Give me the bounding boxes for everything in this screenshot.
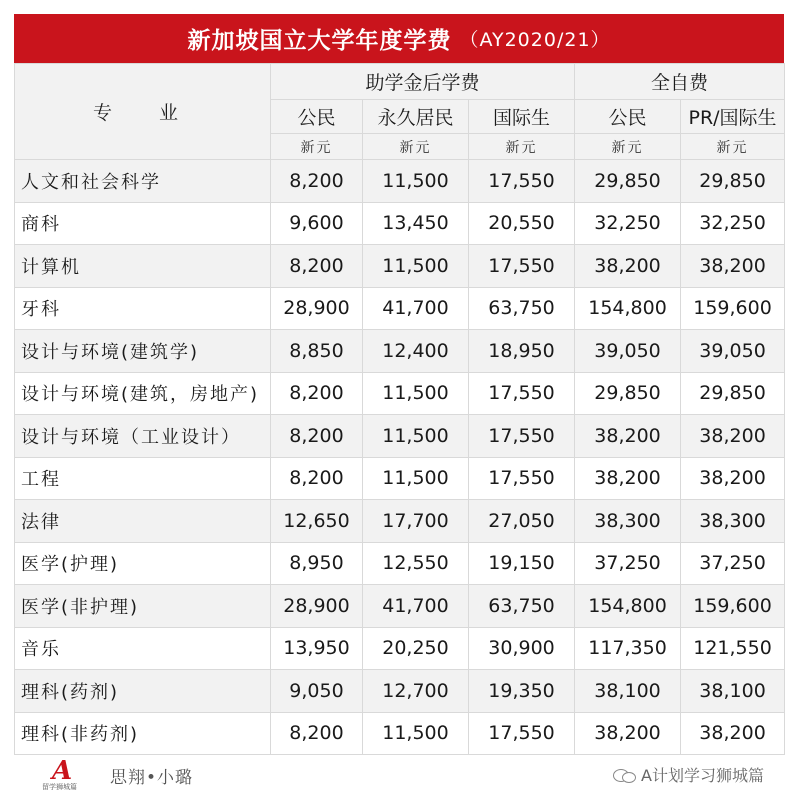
major-name-cell: 设计与环境（工业设计） [15, 415, 271, 458]
fee-cell-aid-citizen: 8,950 [271, 542, 363, 585]
table-row [15, 585, 785, 628]
logo-letter: A [52, 756, 73, 786]
fee-cell-full-citizen: 39,050 [575, 330, 681, 373]
table-row [15, 372, 785, 415]
table-row [15, 542, 785, 585]
fee-cell-full-citizen: 38,300 [575, 500, 681, 543]
fee-cell-full-pr-intl: 29,850 [681, 372, 785, 415]
full-citizen-header: 公民 [575, 100, 681, 134]
major-name-cell: 医学(非护理) [15, 585, 271, 628]
fee-cell-aid-intl: 19,350 [469, 670, 575, 713]
full-pr-intl-header: PR/国际生 [681, 100, 785, 134]
fee-table [14, 63, 785, 755]
fee-cell-aid-citizen: 28,900 [271, 585, 363, 628]
fee-cell-aid-intl: 17,550 [469, 372, 575, 415]
fee-cell-aid-pr: 12,400 [363, 330, 469, 373]
unit-label: 新元 [469, 134, 575, 160]
major-name-cell: 人文和社会科学 [15, 160, 271, 203]
fee-cell-full-pr-intl: 38,200 [681, 712, 785, 755]
fee-cell-aid-pr: 12,700 [363, 670, 469, 713]
table-header [15, 64, 785, 160]
table-row [15, 330, 785, 373]
fee-cell-aid-intl: 27,050 [469, 500, 575, 543]
table-body [15, 160, 785, 755]
fee-cell-aid-intl: 17,550 [469, 712, 575, 755]
table-row [15, 160, 785, 203]
fee-cell-aid-pr: 11,500 [363, 245, 469, 288]
fee-cell-full-citizen: 29,850 [575, 160, 681, 203]
major-name-cell: 理科(非药剂) [15, 712, 271, 755]
fee-cell-full-pr-intl: 159,600 [681, 287, 785, 330]
fee-cell-aid-citizen: 8,200 [271, 372, 363, 415]
table-row [15, 202, 785, 245]
fee-cell-aid-pr: 11,500 [363, 415, 469, 458]
full-fee-group-header: 全自费 [575, 64, 785, 100]
fee-cell-aid-intl: 17,550 [469, 160, 575, 203]
aid-citizen-header: 公民 [271, 100, 363, 134]
fee-cell-full-pr-intl: 159,600 [681, 585, 785, 628]
fee-cell-full-citizen: 37,250 [575, 542, 681, 585]
fee-cell-aid-citizen: 8,200 [271, 712, 363, 755]
aid-pr-header: 永久居民 [363, 100, 469, 134]
fee-cell-full-citizen: 154,800 [575, 585, 681, 628]
unit-label: 新元 [681, 134, 785, 160]
fee-table-frame [14, 14, 784, 755]
unit-label: 新元 [363, 134, 469, 160]
fee-cell-aid-intl: 18,950 [469, 330, 575, 373]
fee-cell-full-pr-intl: 32,250 [681, 202, 785, 245]
major-name-cell: 法律 [15, 500, 271, 543]
fee-cell-full-pr-intl: 38,300 [681, 500, 785, 543]
brand-logo [40, 758, 88, 790]
wechat-icon [613, 767, 637, 783]
wechat-account-name: A计划学习狮城篇 [641, 766, 764, 785]
author-credit: 思翔•小璐 [110, 768, 194, 788]
fee-cell-aid-citizen: 13,950 [271, 627, 363, 670]
fee-cell-full-citizen: 38,200 [575, 415, 681, 458]
major-name-cell: 计算机 [15, 245, 271, 288]
table-row [15, 245, 785, 288]
fee-cell-full-citizen: 38,200 [575, 245, 681, 288]
major-name-cell: 医学(护理) [15, 542, 271, 585]
title-bar [14, 14, 784, 63]
fee-cell-full-pr-intl: 121,550 [681, 627, 785, 670]
wechat-account [613, 763, 764, 786]
fee-cell-full-pr-intl: 38,100 [681, 670, 785, 713]
fee-cell-aid-citizen: 8,200 [271, 457, 363, 500]
unit-label: 新元 [271, 134, 363, 160]
fee-cell-aid-intl: 17,550 [469, 457, 575, 500]
major-name-cell: 商科 [15, 202, 271, 245]
fee-cell-aid-pr: 12,550 [363, 542, 469, 585]
fee-cell-aid-intl: 63,750 [469, 287, 575, 330]
table-row [15, 287, 785, 330]
unit-label: 新元 [575, 134, 681, 160]
table-row [15, 670, 785, 713]
fee-cell-full-citizen: 29,850 [575, 372, 681, 415]
fee-cell-aid-intl: 17,550 [469, 245, 575, 288]
table-row [15, 415, 785, 458]
fee-cell-aid-pr: 13,450 [363, 202, 469, 245]
aid-intl-header: 国际生 [469, 100, 575, 134]
logo-caption: 留学狮城篇 [42, 783, 77, 791]
fee-cell-aid-pr: 11,500 [363, 372, 469, 415]
fee-cell-aid-intl: 17,550 [469, 415, 575, 458]
fee-cell-aid-pr: 41,700 [363, 287, 469, 330]
fee-cell-aid-citizen: 12,650 [271, 500, 363, 543]
fee-cell-aid-citizen: 9,600 [271, 202, 363, 245]
fee-cell-full-citizen: 154,800 [575, 287, 681, 330]
table-row [15, 627, 785, 670]
fee-cell-aid-pr: 17,700 [363, 500, 469, 543]
major-name-cell: 工程 [15, 457, 271, 500]
footer [40, 758, 780, 792]
fee-cell-full-pr-intl: 38,200 [681, 245, 785, 288]
fee-cell-aid-citizen: 9,050 [271, 670, 363, 713]
fee-cell-full-citizen: 32,250 [575, 202, 681, 245]
major-name-cell: 音乐 [15, 627, 271, 670]
fee-cell-full-pr-intl: 29,850 [681, 160, 785, 203]
aid-group-header: 助学金后学费 [271, 64, 575, 100]
fee-cell-full-citizen: 38,200 [575, 712, 681, 755]
table-row [15, 712, 785, 755]
fee-cell-full-citizen: 117,350 [575, 627, 681, 670]
fee-cell-aid-pr: 20,250 [363, 627, 469, 670]
fee-cell-full-pr-intl: 37,250 [681, 542, 785, 585]
major-name-cell: 理科(药剂) [15, 670, 271, 713]
fee-cell-full-citizen: 38,100 [575, 670, 681, 713]
fee-cell-aid-intl: 30,900 [469, 627, 575, 670]
fee-cell-aid-citizen: 8,200 [271, 245, 363, 288]
fee-cell-aid-intl: 20,550 [469, 202, 575, 245]
fee-cell-aid-intl: 63,750 [469, 585, 575, 628]
table-row [15, 457, 785, 500]
fee-cell-aid-citizen: 8,200 [271, 160, 363, 203]
fee-cell-full-pr-intl: 39,050 [681, 330, 785, 373]
page-title: 新加坡国立大学年度学费 [187, 28, 452, 54]
major-column-header: 专 业 [15, 64, 271, 160]
fee-cell-aid-pr: 11,500 [363, 712, 469, 755]
fee-cell-aid-intl: 19,150 [469, 542, 575, 585]
fee-cell-aid-citizen: 8,850 [271, 330, 363, 373]
major-name-cell: 设计与环境(建筑，房地产) [15, 372, 271, 415]
fee-cell-full-pr-intl: 38,200 [681, 457, 785, 500]
fee-cell-full-pr-intl: 38,200 [681, 415, 785, 458]
fee-cell-full-citizen: 38,200 [575, 457, 681, 500]
major-name-cell: 牙科 [15, 287, 271, 330]
page-subtitle: （AY2020/21） [459, 29, 611, 51]
fee-cell-aid-citizen: 28,900 [271, 287, 363, 330]
fee-cell-aid-pr: 11,500 [363, 457, 469, 500]
fee-cell-aid-citizen: 8,200 [271, 415, 363, 458]
fee-cell-aid-pr: 11,500 [363, 160, 469, 203]
major-name-cell: 设计与环境(建筑学) [15, 330, 271, 373]
table-row [15, 500, 785, 543]
fee-cell-aid-pr: 41,700 [363, 585, 469, 628]
